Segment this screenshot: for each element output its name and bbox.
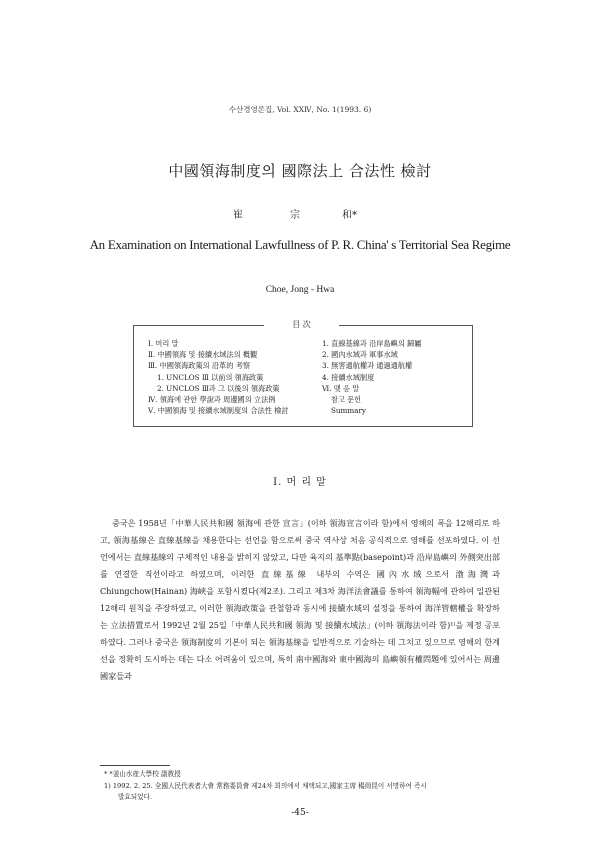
- korean-title: 中國領海制度의 國際法上 合法性 檢討: [168, 162, 432, 180]
- toc-item: 4. 接續水域制度: [322, 372, 375, 382]
- footnote-line: * *釜山水産大學校 副敎授: [104, 770, 181, 778]
- toc-item: Ⅲ. 中國領海政策의 沿革的 考察: [148, 361, 251, 371]
- toc-item: 3. 無害通航權과 通過通航權: [322, 361, 413, 371]
- body-paragraph: 중국은 1958년「中華人民共和國 領海에 관한 宣言」(이하 領海宣言이라 함)에서 영해의 폭을 12해리로 하고, 領海基線은 直線基線을 채용한다는 선언을 함으로써 중국 역사상 처음 공식적으로 영해를 선포하였다. 이 선언에서는 直線基線의 구체적인 내용을 밝히지 않았고, 다만 육지의 基準點(basepoint)과 沿岸島嶼의 外側突出部를 연결한 직선이라고 하였으며, 이러한 直線基線 내부의 수역은 國內水域으로서 渤海灣과 Chiungchow(Hainan) 海峽을 포함시켰다(제2조). 그리고 제3차 海洋法會議를 통하여 領海幅에 관하여 일관된 12해리 원칙을 주장하였고, 이러한 領海政策을 관철함과 동시에 接續水域의 설정을 통하여 海洋管轄權을 확장하는 立法措置로서 1992년 2월 25일「中華人民共和國 領海 및 接續水域法」(이하 領海法이라 함)¹⁾을 제정 공포하였다. 그러나 중국은 領海制度의 기본이 되는 領海基線을 일반적으로 기술하는 데 그치고 있으므로 영해의 한계선을 정확히 도시하는 데는 다소 어려움이 있으며, 특히 南中國海와 東中國海의 島嶼領有權問題에 있어서는 周邊國家들과: [100, 518, 500, 681]
- author-char-2: 宗: [290, 210, 300, 221]
- author-char-3: 和*: [342, 210, 357, 221]
- toc-title: 目 次: [264, 319, 339, 330]
- toc-item: 2. 國內水域과 軍事水域: [322, 350, 398, 360]
- footnote-line: 발효되었다.: [118, 793, 152, 801]
- toc-item: Ⅵ. 맺 음 말: [322, 383, 360, 393]
- toc-item: Ⅴ. 中國領海 및 接續水域制度의 合法性 檢討: [148, 406, 289, 416]
- footnotes: [104, 769, 500, 804]
- footnote-line: 1) 1992. 2. 25. 全國人民代表者大會 常務委員會 제24차 회의에서 채택되고,國家主席 楊尙昆이 서명하여 즉시: [104, 781, 427, 790]
- toc-item: Summary: [331, 406, 366, 416]
- english-title: An Examination on International Lawfullness of P. R. China' s Territorial Sea Regime: [89, 237, 511, 252]
- toc-item: Ⅰ. 머리 말: [148, 339, 179, 348]
- toc-left-column: [148, 338, 289, 416]
- toc-item: 1. 直線基線과 沿岸島嶼의 歸屬: [322, 339, 422, 348]
- english-author: Choe, Jong - Hwa: [265, 285, 335, 295]
- toc-item: 1. UNCLOS Ⅲ 以前의 領海政策: [157, 372, 264, 382]
- footnote-rule: [100, 765, 170, 766]
- table-of-contents: [133, 320, 473, 427]
- author-char-1: 崔: [233, 210, 243, 221]
- toc-item: Ⅳ. 領海에 관한 學說과 周邊國의 立法例: [148, 395, 276, 405]
- toc-item: 참고 문헌: [331, 395, 362, 405]
- section-heading: Ⅰ. 머 리 말: [273, 477, 327, 488]
- toc-item: 2. UNCLOS Ⅲ과 그 以後의 領海政策: [157, 383, 280, 393]
- toc-item: Ⅱ. 中國領海 및 接續水域法의 槪觀: [148, 350, 258, 360]
- journal-header: 수산경영론집, Vol. ⅩⅩⅣ, No. 1(1993. 6): [228, 105, 372, 114]
- toc-right-column: [322, 338, 421, 416]
- page-number: -45-: [291, 808, 309, 818]
